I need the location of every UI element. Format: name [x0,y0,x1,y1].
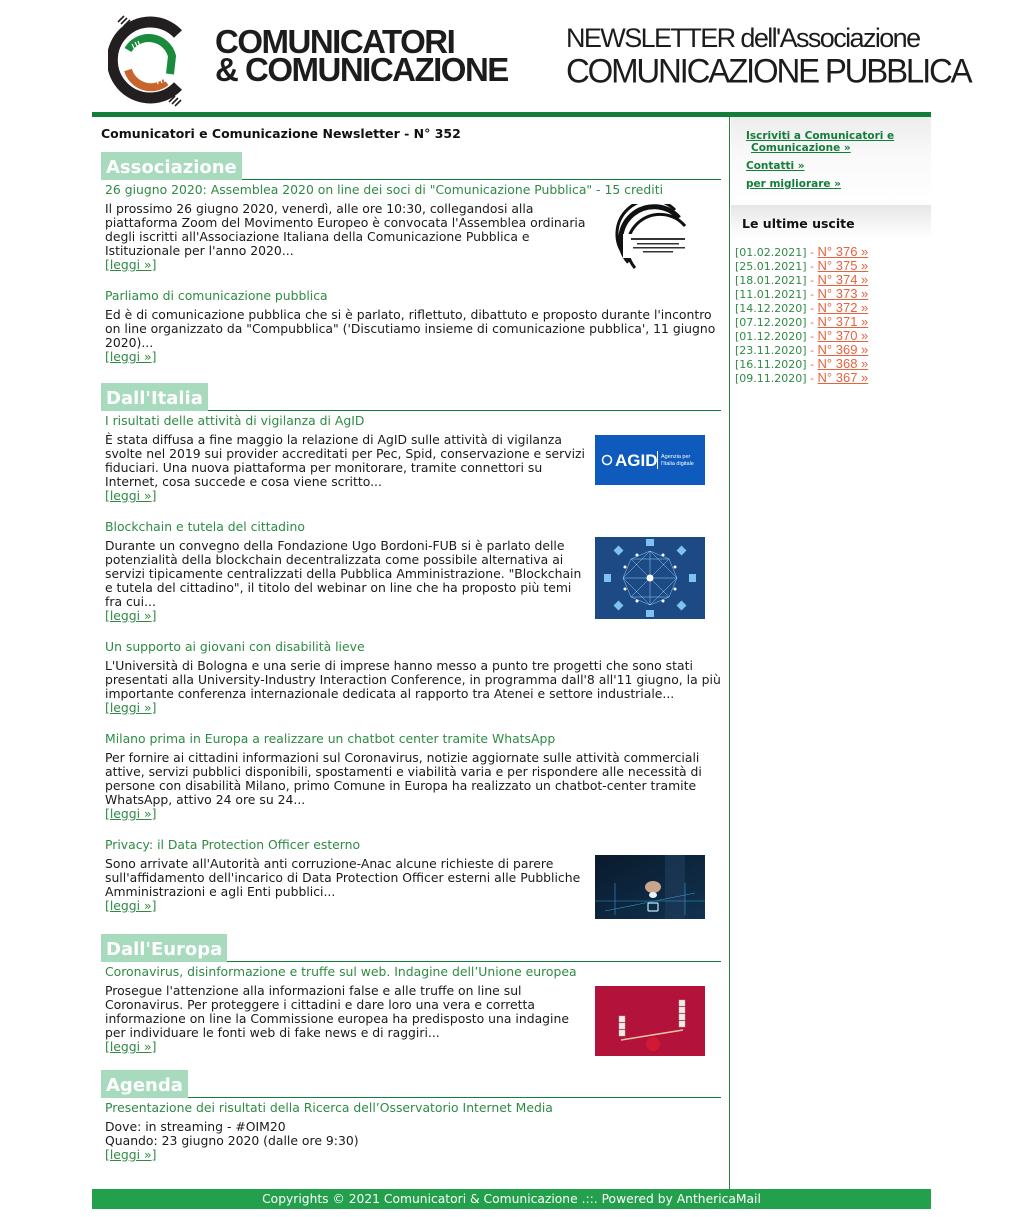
read-more-link[interactable]: [leggi »] [105,700,157,715]
issue-link[interactable]: N° 374 » [817,272,869,287]
section-dall-europa [101,934,721,1054]
sidebar-links-box [731,117,931,201]
issue-date: [16.11.2020] [735,358,807,371]
read-more-link[interactable]: [leggi »] [105,898,157,913]
article-title-link[interactable]: Un supporto ai giovani con disabilità lieve [105,639,365,654]
agenda-event [101,1100,721,1162]
section-header [101,1070,721,1098]
blockchain-network-image [595,537,705,619]
article-title-link[interactable]: I risultati delle attività di vigilanza di AgID [105,413,365,428]
article [101,964,721,1054]
article-title-link[interactable]: Coronavirus, disinformazione e truffe sul web. Indagine dell’Unione europea [105,964,577,979]
issue-date: [07.12.2020] [735,316,807,329]
separator: - [806,344,818,357]
article [101,288,721,364]
separator: - [806,330,818,343]
brand-wordmark [215,23,508,88]
read-more-link[interactable]: [leggi »] [105,257,157,272]
separator: - [806,246,818,259]
article-title-link[interactable]: Milano prima in Europa a realizzare un chatbot center tramite WhatsApp [105,731,556,746]
svg-text:l'Italia digitale: l'Italia digitale [661,461,694,467]
article-body [105,659,721,715]
issue-link[interactable]: N° 373 » [817,286,869,301]
article [101,519,721,623]
subscribe-link[interactable] [746,130,894,154]
newsletter-tagline [566,22,971,88]
issue-date: [18.01.2021] [735,274,807,287]
newsletter-page [92,0,971,1206]
separator: - [806,302,818,315]
article-text: Il prossimo 26 giugno 2020, venerdì, alle ore 10:30, collegandosi alla piattaforma Zoom del Movimento Europeo è convocata l'Assemblea ordinaria degli iscritti all'Associazione Italiana della Comunicazione Pubblica e Istituzionale per l'anno 2020... [105,201,586,258]
svg-text:AGID: AGID [615,451,658,470]
issue-link[interactable]: N° 371 » [817,314,869,329]
section-rule [101,1097,721,1098]
article-title-link[interactable]: 26 giugno 2020: Assemblea 2020 on line dei soci di "Comunicazione Pubblica" - 15 crediti [105,182,664,197]
issue-date: [14.12.2020] [735,302,807,315]
issue-date: [01.12.2020] [735,330,807,343]
subscribe-link-line-2: Comunicazione » [751,142,851,154]
separator: - [806,288,818,301]
issue-item [735,342,868,356]
content-area [92,117,931,1189]
issue-link[interactable]: N° 372 » [817,300,869,315]
data-protection-lock-image [595,855,705,919]
section-associazione [101,152,721,364]
read-more-link[interactable]: [leggi »] [105,1039,157,1054]
separator: - [806,316,818,329]
article [101,639,721,715]
event-title-link[interactable]: Presentazione dei risultati della Ricerca dell’Osservatorio Internet Media [105,1100,553,1115]
section-title: Dall'Europa [101,934,227,962]
read-more-link[interactable]: [leggi »] [105,608,157,623]
section-header [101,934,721,962]
tagline-line-1: NEWSLETTER dell'Associazione [566,23,920,53]
issue-date: [09.11.2020] [735,372,807,385]
article-text: Sono arrivate all'Autorità anti corruzione-Anac alcune richieste di parere sull'affidamento dell'incarico di Data Protection Officer esterni alle Pubbliche Amministrazioni e agli Enti pubblici... [105,856,581,899]
article-body [105,308,721,364]
article [101,731,721,821]
section-header [101,383,721,411]
issue-link[interactable]: N° 370 » [817,328,869,343]
brand-line-2: & COMUNICAZIONE [215,51,508,88]
article-text: È stata diffusa a fine maggio la relazione di AgID sulle attività di vigilanza svolte nel 2019 sui provider accreditati per Pec, Spid, conservazione e servizi fiduciari. Una nuova piattaforma per monitorare, tramite connettori su Internet, cosa succede e cosa viene scritto... [105,432,585,489]
separator: - [806,358,818,371]
issue-item [735,314,868,328]
header [92,0,971,112]
event-details [105,1120,721,1162]
article-text: L'Università di Bologna e una serie di imprese hanno messo a punto tre progetti che sono stati presentati alla University-Industry Interaction Conference, in programma dall'8 all'11 giugno, la più importante conferenza internazionale dedicata al rapporto tra Atenei e settore industriale... [105,658,721,701]
latest-issues-title: Le ultime uscite [742,216,855,231]
article-text: Per fornire ai cittadini informazioni sul Coronavirus, notizie aggiornate sulle attività commerciali attive, servizi pubblici disponibili, spostamenti e viabilità varia e per rispondere alle necessità di persone con disabilità Milano, primo Comune in Europa ha realizzato un chatbot-center tramite WhatsApp, attivo 24 ore su 24... [105,750,702,807]
section-title: Agenda [101,1070,188,1098]
issue-date: [25.01.2021] [735,260,807,273]
read-more-link[interactable]: [leggi »] [105,1147,157,1162]
read-more-link[interactable]: [leggi »] [105,806,157,821]
section-agenda [101,1070,721,1162]
issue-date: [01.02.2021] [735,246,807,259]
read-more-link[interactable]: [leggi »] [105,488,157,503]
issue-item [735,356,868,370]
article-text: Ed è di comunicazione pubblica che si è parlato, riflettuto, dibattuto e proposto durante l'incontro on line organizzato da "Compubblica" ('Discutiamo insieme di comunicazione pubblica', 11 giugno 2020)... [105,307,716,350]
feedback-link[interactable]: per migliorare » [746,178,841,190]
latest-issues-list [735,244,868,384]
issue-item [735,370,868,384]
issue-link[interactable]: N° 376 » [817,244,869,259]
article [101,413,721,503]
subscribe-link-line-1: Iscriviti a Comunicatori e [746,130,895,142]
event-when: Quando: 23 giugno 2020 (dalle ore 9:30) [105,1133,359,1148]
tagline-line-2: COMUNICAZIONE PUBBLICA [566,51,971,90]
issue-item [735,258,868,272]
article-title-link[interactable]: Blockchain e tutela del cittadino [105,519,305,534]
issue-item [735,300,868,314]
section-title: Associazione [101,152,242,180]
issue-item [735,244,868,258]
section-header [101,152,721,180]
separator: - [806,274,818,287]
issue-date: [11.01.2021] [735,288,807,301]
separator: - [806,372,818,385]
article-body [105,751,721,821]
svg-text:Agenzia per: Agenzia per [661,454,691,460]
article [101,182,721,272]
issue-link[interactable]: N° 375 » [817,258,869,273]
comunicazione-pubblica-logo-image [595,204,705,274]
article-title-link[interactable]: Privacy: il Data Protection Officer esterno [105,837,361,852]
newsletter-title: Comunicatori e Comunicazione Newsletter - N° 352 [101,126,461,141]
issue-item [735,272,868,286]
article-title-link[interactable]: Parliamo di comunicazione pubblica [105,288,328,303]
issue-link[interactable]: N° 369 » [817,342,869,357]
main-column [92,117,730,1189]
fake-news-seesaw-image [595,986,705,1056]
read-more-link[interactable]: [leggi »] [105,349,157,364]
separator: - [806,260,818,273]
issue-date: [23.11.2020] [735,344,807,357]
article-text: Prosegue l'attenzione alla informazioni false e alle truffe on line sul Coronavirus. Per proteggere i cittadini e dare loro una vera e corretta informazione on line la Commissione europea ha predisposto una indagine per individuare le fonti web di fake news e di raggiri... [105,983,569,1040]
article [101,837,721,913]
issue-item [735,328,868,342]
article-text: Durante un convegno della Fondazione Ugo Bordoni-FUB si è parlato delle potenzialità della blockchain decentralizzata come possibile alternativa ai servizi tipicamente centralizzati della Pubblica Amministrazione. "Blockchain e tutela del cittadino", il titolo del webinar on line che ha proposto più temi fra cui... [105,538,582,609]
latest-issues-header [731,205,931,239]
event-where: Dove: in streaming - #OIM20 [105,1119,286,1134]
issue-link[interactable]: N° 367 » [817,370,869,385]
agid-logo-image [595,435,705,485]
brand-line-1: COMUNICATORI [215,23,455,60]
section-dall-italia [101,383,721,913]
circular-c-logo-icon [108,12,192,108]
sidebar [731,117,931,1189]
contacts-link[interactable]: Contatti » [746,160,805,172]
issue-link[interactable]: N° 368 » [817,356,869,371]
issue-item [735,286,868,300]
section-title: Dall'Italia [101,383,208,411]
footer: Copyrights © 2021 Comunicatori & Comunicazione .::. Powered by AnthericaMail [92,1189,931,1209]
